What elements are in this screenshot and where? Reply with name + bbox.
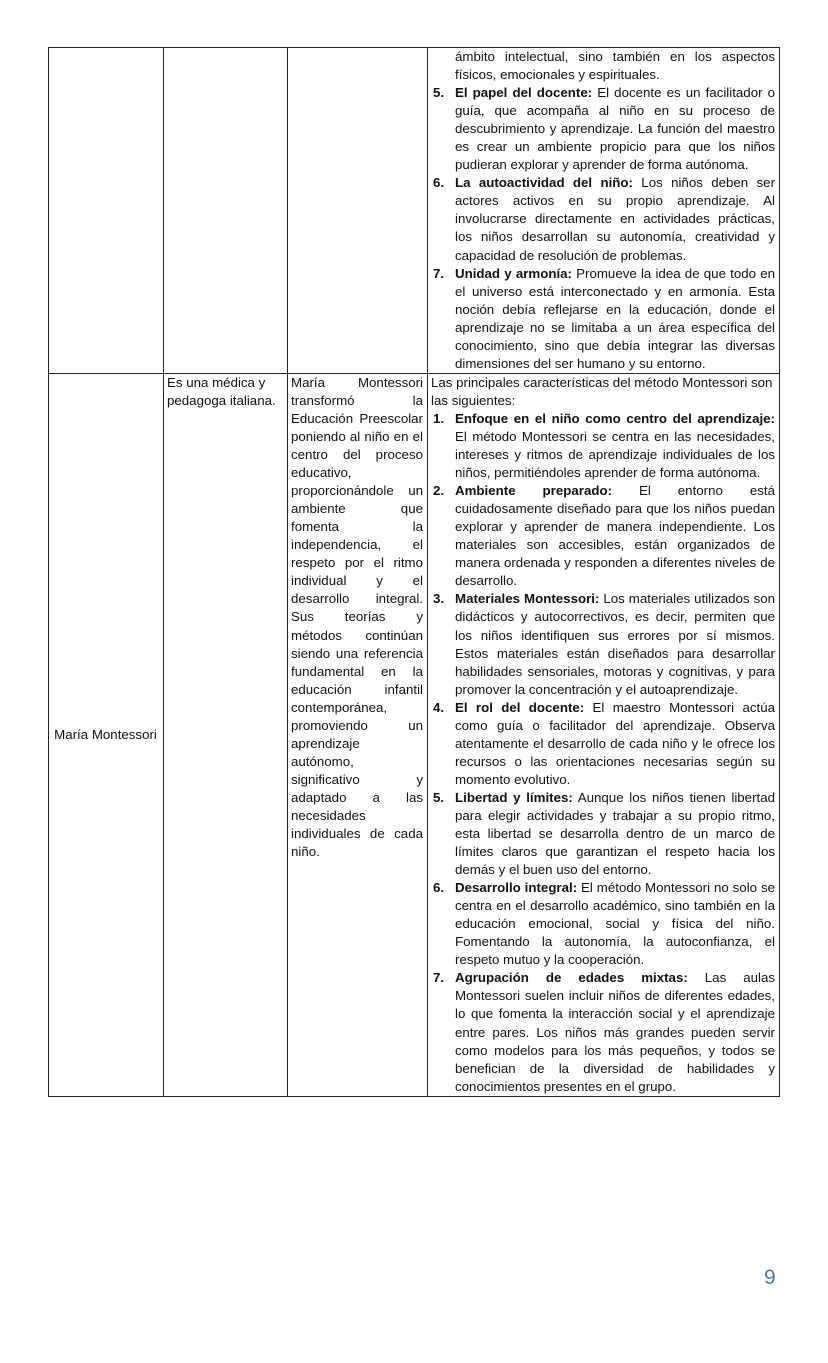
row1-characteristics-cell (428, 48, 780, 374)
row1-characteristics-list (431, 84, 775, 373)
row1-name-cell (49, 48, 164, 374)
list-item: 6. Desarrollo integral: El método Montessori no solo se centra en el desarrollo académico, sino también en la educación emocional, social y física del niño. Fomentando la autonomía, la autoconfianza, el respeto mutuo y la cooperación. (433, 880, 775, 968)
list-item: 7. Unidad y armonía: Promueve la idea de que todo en el universo está interconectado y en armonía. Esta noción debía reflejarse en la educación, donde el aprendizaje no se limitaba a un área específica del conocimiento, sino que debía integrar las diversas dimensiones del ser humano y su entorno. (433, 265, 775, 371)
authors-table (48, 47, 780, 1097)
list-item: 7. Agrupación de edades mixtas: Las aulas Montessori suelen incluir niños de diferentes edades, lo que fomenta la interacción social y el aprendizaje entre pares. Los niños más grandes pueden servir como modelos para los más pequeños, y todos se benefician de la diversidad de habilidades y conocimientos presentes en el grupo. (433, 970, 776, 1094)
page-number: 9 (764, 1266, 776, 1289)
row2-characteristics-cell (428, 373, 780, 1096)
row1-bio-cell (164, 48, 288, 374)
author-contribution: María Montessori transformó la Educación Preescolar poniendo al niño en el centro del proceso educativo, proporcionándole un ambiente que fomenta la independencia, el respeto por el ritmo individual y el desarrollo integral. Sus teorías y métodos continúan siendo una referencia fundamental en la educación infantil contemporánea, promoviendo un aprendizaje autónomo, significativo y adaptado a las necesidades individuales de cada niño. (288, 373, 428, 1096)
list-item: 3. Materiales Montessori: Los materiales utilizados son didácticos y autocorrectivos, es decir, permiten que los niños identifiquen sus errores por sí mismos. Estos materiales están diseñados para desarrollar habilidades sensoriales, motoras y cognitivas, y para promover la concentración y el autoaprendizaje. (433, 591, 775, 697)
list-item: 5. Libertad y límites: Aunque los niños tienen libertad para elegir actividades y trabajar a su propio ritmo, esta libertad se desarrolla dentro de un marco de límites claros que garantizan el respeto hacia los demás y el buen uso del entorno. (433, 789, 775, 878)
author-bio: Es una médica y pedagoga italiana. (164, 373, 288, 1096)
table-row (49, 48, 780, 374)
author-name: María Montessori (49, 373, 164, 1096)
characteristics-intro: Las principales características del método Montessori son las siguientes: (431, 374, 773, 408)
list-item: 5. El papel del docente: El docente es un facilitador o guía, que acompaña al niño en su proceso de descubrimiento y aprendizaje. La función del maestro es crear un ambiente propicio para que los niños pudieran explorar y aprender de forma autónoma. (433, 85, 775, 173)
continuation-text: ámbito intelectual, sino también en los aspectos físicos, emocionales y espirituales. (455, 49, 775, 83)
row2-characteristics-list (431, 410, 775, 1096)
row1-contribution-cell (288, 48, 428, 374)
table-row (49, 373, 780, 1096)
list-item: 4. El rol del docente: El maestro Montessori actúa como guía o facilitador del aprendizaje. Observa atentamente el desarrollo de cada niño y le ofrece los recursos o las orientaciones necesarias según su momento evolutivo. (433, 699, 775, 787)
list-item: 6. La autoactividad del niño: Los niños deben ser actores activos en su propio aprendizaje. Al involucrarse directamente en actividades prácticas, los niños desarrollan su autonomía, creatividad y capacidad de resolución de problemas. (433, 175, 775, 263)
list-item: 1. Enfoque en el niño como centro del aprendizaje: El método Montessori se centra en las necesidades, intereses y ritmos de aprendizaje individuales de los niños, permitiéndoles aprender de forma autónoma. (433, 410, 775, 481)
list-item: 2. Ambiente preparado: El entorno está cuidadosamente diseñado para que los niños puedan explorar y aprender de manera independiente. Los materiales son accesibles, están organizados de manera ordenada y responden a diferentes niveles de desarrollo. (433, 483, 775, 589)
